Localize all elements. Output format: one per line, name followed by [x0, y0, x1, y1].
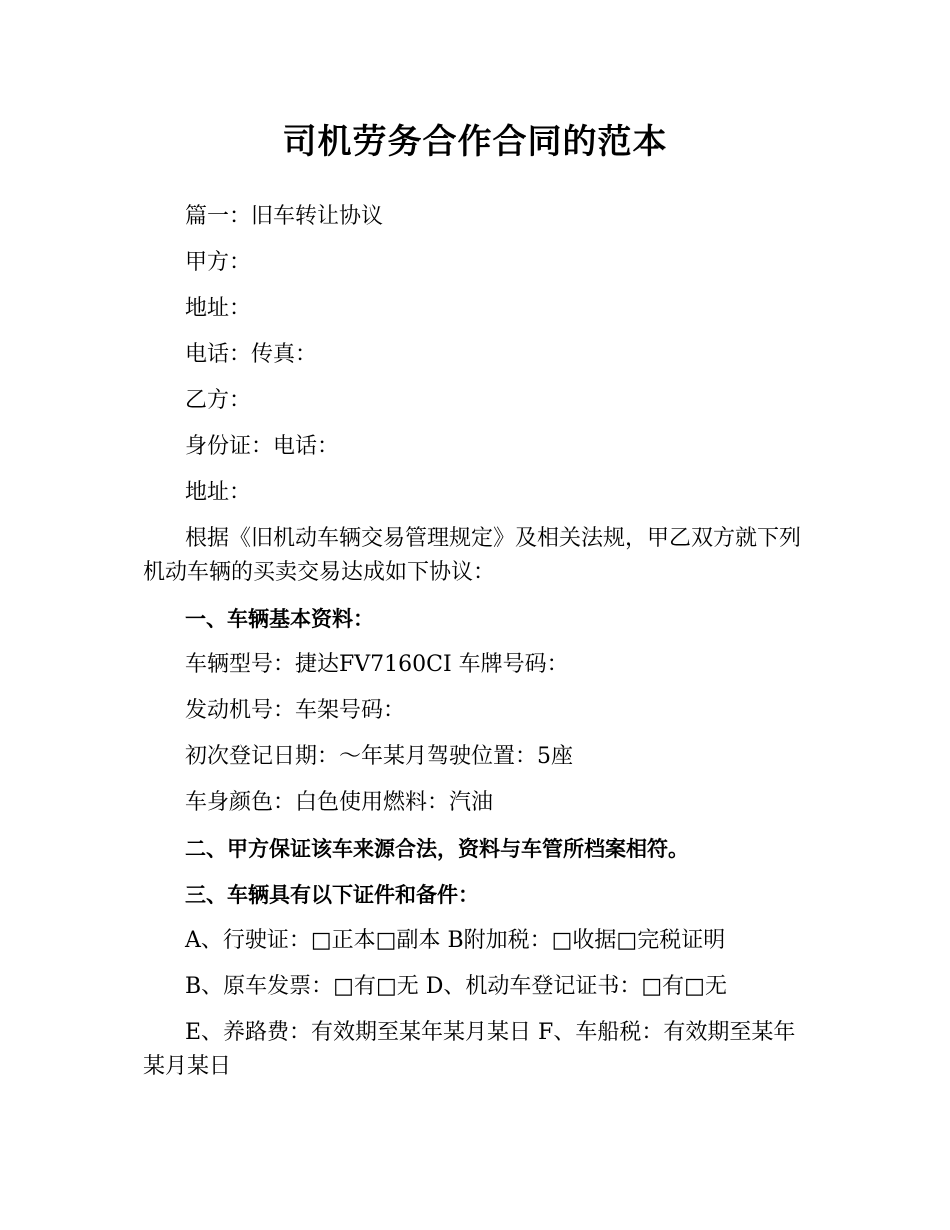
party-b-id-phone-field: 身份证：电话：: [185, 434, 340, 459]
party-a-field: 甲方：: [185, 250, 252, 275]
registration-date-field: 初次登记日期：～年某月驾驶位置：5座: [185, 744, 573, 769]
vehicle-model-field: 车辆型号：捷达FV7160CI 车牌号码：: [185, 652, 569, 677]
party-b-field: 乙方：: [185, 388, 252, 413]
intro-paragraph: 根据《旧机动车辆交易管理规定》及相关法规，甲乙双方就下列机动车辆的买卖交易达成如下协议：: [143, 526, 802, 585]
party-a-address-field: 地址：: [185, 296, 252, 321]
documents-line-e: E、养路费：有效期至某年某月某日 F、车船税：有效期至某年某月某日: [143, 1020, 796, 1079]
clause-heading-1: 一、车辆基本资料：: [185, 607, 374, 631]
document-body: [143, 200, 808, 1096]
clause-heading-3: 三、车辆具有以下证件和备件：: [185, 883, 479, 907]
document-title: 司机劳务合作合同的范本: [282, 122, 668, 162]
color-fuel-field: 车身颜色：白色使用燃料：汽油: [185, 790, 494, 815]
clause-heading-2: 二、甲方保证该车来源合法，资料与车管所档案相符。: [185, 837, 689, 861]
party-b-address-field: 地址：: [185, 480, 252, 505]
party-a-phone-fax-field: 电话：传真：: [185, 342, 318, 367]
documents-line-b: B、原车发票：□有□无 D、机动车登记证书：□有□无: [185, 974, 727, 999]
documents-line-a: A、行驶证：□正本□副本 B附加税：□收据□完税证明: [185, 928, 726, 953]
engine-frame-field: 发动机号：车架号码：: [185, 698, 406, 723]
section-heading: 篇一：旧车转让协议: [185, 204, 384, 229]
